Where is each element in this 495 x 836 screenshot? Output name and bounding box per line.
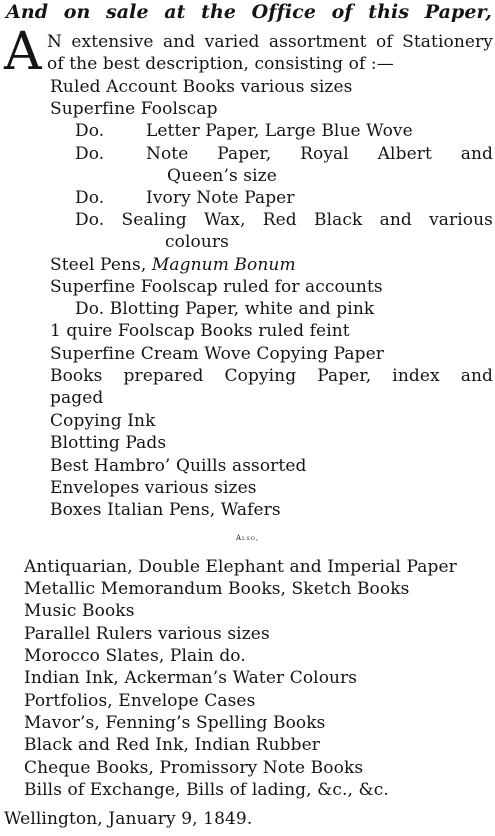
item-books-prepared-cont: paged xyxy=(50,388,104,408)
list-item: Black and Red Ink, Indian Rubber xyxy=(24,735,320,755)
item-note-paper: Note Paper, Royal Albert and xyxy=(146,144,493,164)
item-sealing-wax-cont: colours xyxy=(165,232,229,252)
item-steel-pens xyxy=(50,254,296,276)
item-letter-paper: Letter Paper, Large Blue Wove xyxy=(146,121,413,141)
list-item: Metallic Memorandum Books, Sketch Books xyxy=(24,579,410,599)
item-ruled-account-books: Ruled Account Books various sizes xyxy=(50,77,353,97)
dateline: Wellington, January 9, 1849. xyxy=(4,809,253,829)
item-envelopes: Envelopes various sizes xyxy=(50,478,257,498)
item-quills: Best Hambro’ Quills assorted xyxy=(50,456,307,476)
list-item: Antiquarian, Double Elephant and Imperial Paper xyxy=(24,557,457,577)
item-ruled-foolscap: Superfine Foolscap ruled for accounts xyxy=(50,277,383,297)
item-blotting-pads: Blotting Pads xyxy=(50,433,167,453)
item-sealing-wax: Do. Sealing Wax, Red Black and various xyxy=(75,210,493,230)
ditto-mark: Do. xyxy=(75,144,105,164)
item-superfine-foolscap: Superfine Foolscap xyxy=(50,99,218,119)
drop-cap: A xyxy=(4,22,42,82)
steel-pens-brand: Magnum Bonum xyxy=(151,255,296,275)
list-item: Bills of Exchange, Bills of lading, &c., &c. xyxy=(24,780,389,800)
item-ivory-note-paper: Ivory Note Paper xyxy=(146,188,295,208)
list-item: Indian Ink, Ackerman’s Water Colours xyxy=(24,668,358,688)
item-blotting-paper: Do. Blotting Paper, white and pink xyxy=(75,299,375,319)
item-copying-paper: Superfine Cream Wove Copying Paper xyxy=(50,344,384,364)
advertisement-heading: And on sale at the Office of this Paper, xyxy=(6,1,492,23)
item-books-prepared: Books prepared Copying Paper, index and xyxy=(50,366,493,386)
item-quire-foolscap: 1 quire Foolscap Books ruled feint xyxy=(50,321,350,341)
item-italian-pens: Boxes Italian Pens, Wafers xyxy=(50,500,281,520)
item-note-paper-cont: Queen’s size xyxy=(167,166,277,186)
list-item: Morocco Slates, Plain do. xyxy=(24,646,246,666)
ditto-mark: Do. xyxy=(75,188,105,208)
intro-line-2: of the best description, consisting of :— xyxy=(47,54,394,74)
list-item: Music Books xyxy=(24,601,135,621)
list-item: Mavor’s, Fenning’s Spelling Books xyxy=(24,713,326,733)
item-copying-ink: Copying Ink xyxy=(50,411,156,431)
steel-pens-label: Steel Pens, xyxy=(50,255,147,275)
list-item: Parallel Rulers various sizes xyxy=(24,624,270,644)
list-item: Portfolios, Envelope Cases xyxy=(24,691,256,711)
list-item: Cheque Books, Promissory Note Books xyxy=(24,758,364,778)
ditto-mark: Do. xyxy=(75,121,105,141)
intro-line-1: N extensive and varied assortment of Stationery xyxy=(47,32,493,52)
also-heading: Also, xyxy=(235,534,260,542)
